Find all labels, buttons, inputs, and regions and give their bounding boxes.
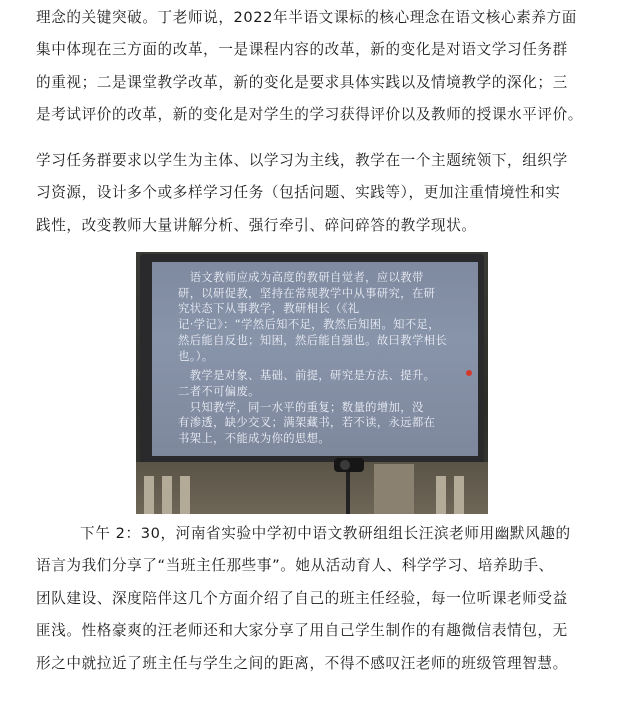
screen-text-line: 教学是对象、基础、前提，研究是方法、提升。 [178,369,436,383]
paragraph-head-teacher-talk [36,518,601,680]
tripod [346,470,350,514]
screen-text-line: 只知教学，同一水平的重复；数量的增加，没 [178,400,424,414]
screen-text-line: 研，以研促教，坚持在常规教学中从事研究，在研 [178,286,436,300]
screen-text-line: 究状态下从事教学，教研相长（《礼 [178,302,360,316]
text-line: 践性，改变教师大量讲解分析、强行牵引、碎问碎答的教学现状。 [36,216,477,234]
screen-text-line: 记·学记》：“学然后知不足，教然后知困。知不足， [178,318,440,332]
screen-text-line: 语文教师应成为高度的教研自觉者，应以教带 [178,271,424,284]
text-line: 形之中就拉近了班主任与学生之间的距离，不得不感叹汪老师的班级管理智慧。 [36,654,568,672]
paragraph-task-groups [36,145,601,242]
indicator-light-icon [466,370,472,376]
projection-screen-frame [140,254,484,464]
paragraph-curriculum-reform [36,2,601,132]
text-line: 团队建设、深度陪伴这几个方面介绍了自己的班主任经验，每一位听课老师受益 [36,589,568,607]
text-line: 下午 2：30，河南省实验中学初中语文教研组组长汪滨老师用幽默风趣的 [80,525,571,542]
text-line: 集中体现在三方面的改革，一是课程内容的改革，新的变化是对语文学习任务群 [36,41,568,59]
screen-text-line: 书架上，不能成为你的思想。 [178,432,331,446]
text-line: 习资源，设计多个或多样学习任务（包括问题、实践等），更加注重情境性和实 [36,184,561,202]
screen-stand [136,462,488,514]
text-line: 语言为我们分享了“当班主任那些事”。她从活动育人、科学学习、培养助手、 [36,557,554,575]
stand-post [144,476,154,514]
text-line: 匪浅。性格豪爽的汪老师还和大家分享了用自己学生制作的有趣微信表情包，无 [36,622,568,640]
stand-post [436,476,446,514]
text-line: 学习任务群要求以学生为主体、以学习为主线，教学在一个主题统领下，组织学 [36,152,568,169]
text-line: 理念的关键突破。丁老师说，2022年半语文课标的核心理念在语文核心素养方面 [36,9,577,26]
podium [374,464,414,514]
lecture-photo [136,252,488,514]
stand-post [162,476,172,514]
screen-text-line: 有渗透，缺少交叉；满架藏书，若不读，永远都在 [178,416,436,430]
camera-icon [334,458,364,472]
screen-text-line: 也。）。 [178,349,214,363]
stand-post [180,476,190,514]
screen-text-line: 然后能自反也；知困，然后能自强也。故曰教学相长 [178,333,448,347]
text-line: 的重视；二是课堂教学改革，新的变化是要求具体实践以及情境教学的深化；三 [36,73,568,91]
stand-post [454,476,464,514]
camera-lens [340,460,350,470]
projection-screen [152,262,478,456]
text-line: 是考试评价的改革，新的变化是对学生的学习获得评价以及教师的授课水平评价。 [36,106,583,124]
screen-text-line: 二者不可偏废。 [178,384,260,398]
